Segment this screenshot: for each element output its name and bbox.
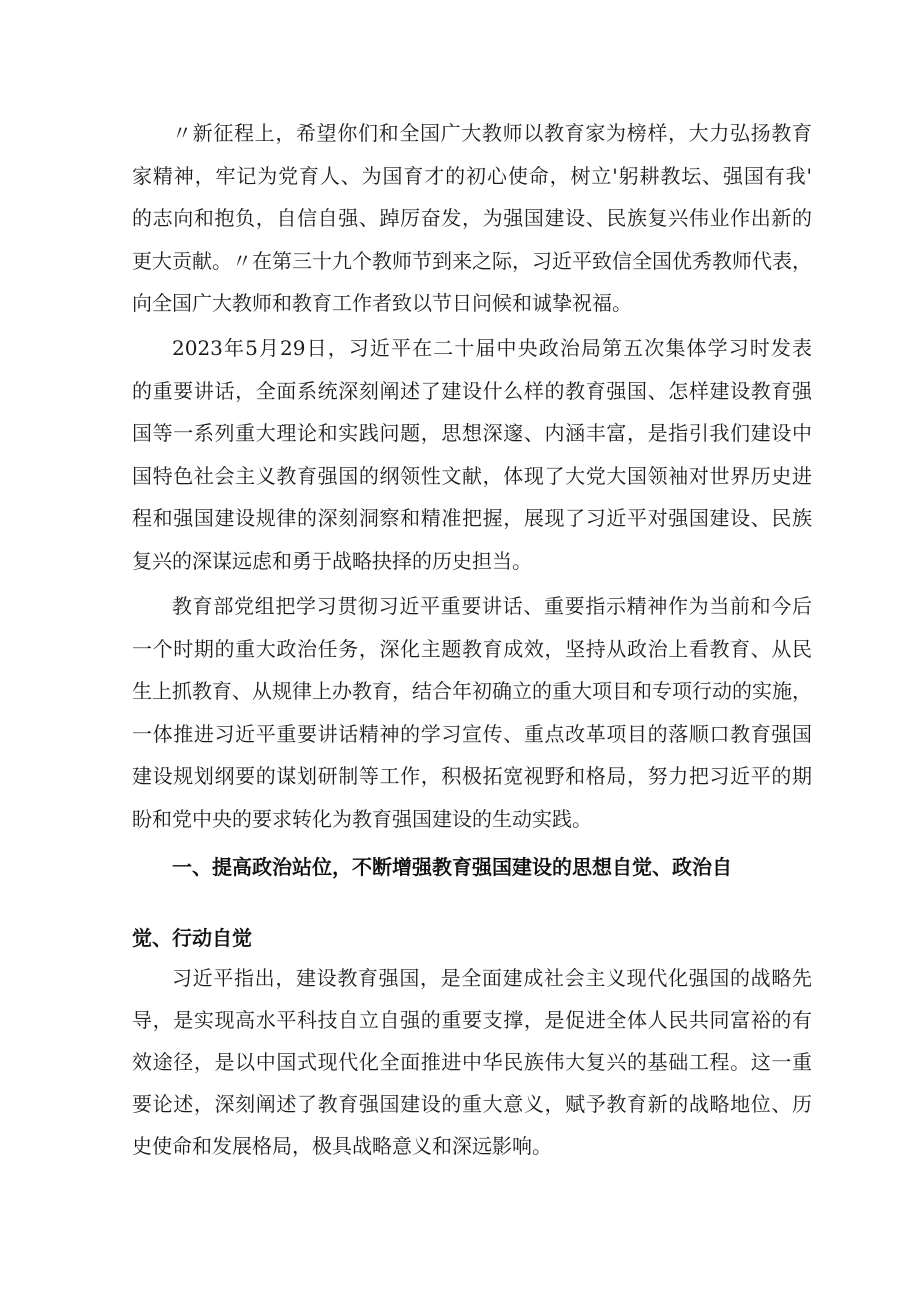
paragraph-2-line-2: 的重要讲话，全面系统深刻阐述了建设什么样的教育强国、怎样建设教育强 xyxy=(132,379,812,403)
paragraph-3-line-6: 盼和党中央的要求转化为教育强国建设的生动实践。 xyxy=(132,807,592,831)
paragraph-1-line-3: 的志向和抱负，自信自强、踔厉奋发，为强国建设、民族复兴伟业作出新的 xyxy=(132,206,812,230)
paragraph-2-line-1: 2023年5月29日，习近平在二十届中央政治局第五次集体学习时发表 xyxy=(172,336,812,360)
paragraph-3-line-5: 建设规划纲要的谋划研制等工作，积极拓宽视野和格局，努力把习近平的期 xyxy=(132,764,812,788)
paragraph-3-line-3: 生上抓教育、从规律上办教育，结合年初确立的重大项目和专项行动的实施， xyxy=(132,679,812,703)
paragraph-4-line-4: 要论述，深刻阐述了教育强国建设的重大意义，赋予教育新的战略地位、历 xyxy=(132,1092,812,1116)
paragraph-2-line-5: 程和强国建设规律的深刻洞察和精准把握，展现了习近平对强国建设、民族 xyxy=(132,506,812,530)
paragraph-3-line-2: 一个时期的重大政治任务，深化主题教育成效，坚持从政治上看教育、从民 xyxy=(132,637,812,661)
section-heading-line-1: 一、提高政治站位，不断增强教育强国建设的思想自觉、政治自 xyxy=(172,855,732,879)
section-heading-line-2: 觉、行动自觉 xyxy=(132,926,252,950)
paragraph-4-line-2: 导，是实现高水平科技自立自强的重要支撑，是促进全体人民共同富裕的有 xyxy=(132,1008,812,1032)
paragraph-4-line-5: 史使命和发展格局，极具战略意义和深远影响。 xyxy=(132,1134,552,1158)
paragraph-1-line-5: 向全国广大教师和教育工作者致以节日问候和诚挚祝福。 xyxy=(132,291,632,315)
paragraph-4-line-1: 习近平指出，建设教育强国，是全面建成社会主义现代化强国的战略先 xyxy=(172,966,812,990)
paragraph-3-line-4: 一体推进习近平重要讲话精神的学习宣传、重点改革项目的落顺口教育强国 xyxy=(132,722,812,746)
paragraph-1-line-1: 〃新征程上，希望你们和全国广大教师以教育家为榜样，大力弘扬教育 xyxy=(172,121,812,145)
paragraph-3-line-1: 教育部党组把学习贯彻习近平重要讲话、重要指示精神作为当前和今后 xyxy=(172,594,812,618)
paragraph-4-line-3: 效途径，是以中国式现代化全面推进中华民族伟大复兴的基础工程。这一重 xyxy=(132,1050,812,1074)
paragraph-2-line-4: 国特色社会主义教育强国的纲领性文献，体现了大党大国领袖对世界历史进 xyxy=(132,464,812,488)
paragraph-1-line-4: 更大贡献。〃在第三十九个教师节到来之际，习近平致信全国优秀教师代表， xyxy=(132,249,812,273)
paragraph-1-line-2: 家精神，牢记为党育人、为国育才的初心使命，树立'躬耕教坛、强国有我' xyxy=(132,164,812,188)
paragraph-2-line-3: 国等一系列重大理论和实践问题，思想深邃、内涵丰富，是指引我们建设中 xyxy=(132,421,812,445)
paragraph-2-line-6: 复兴的深谋远虑和勇于战略抉择的历史担当。 xyxy=(132,549,532,573)
